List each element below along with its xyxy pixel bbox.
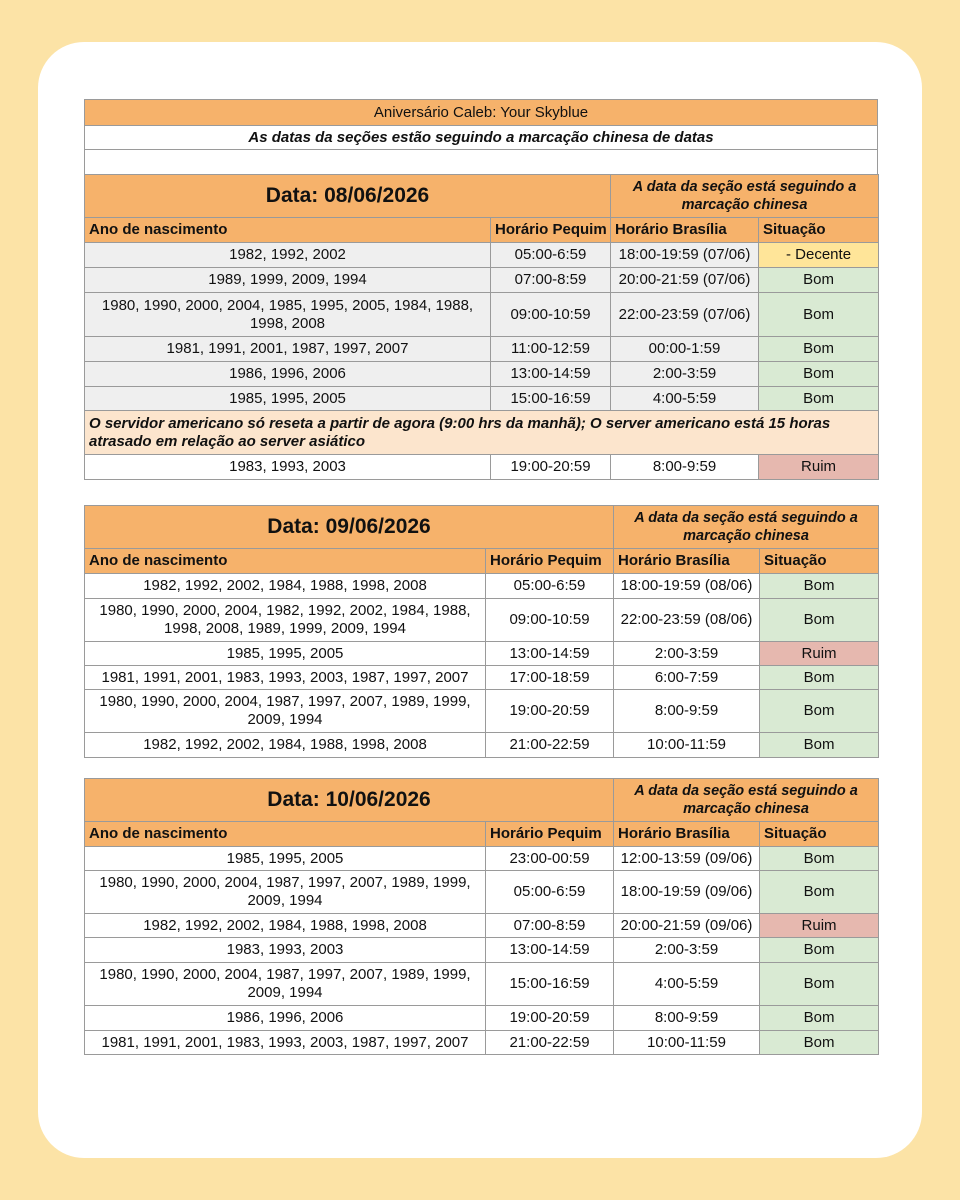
cell-years: 1980, 1990, 2000, 2004, 1985, 1995, 2005, 1984, 1988, 1998, 2008 — [85, 293, 491, 337]
cell-beijing: 17:00-18:59 — [486, 666, 614, 690]
cell-brasilia: 10:00-11:59 — [614, 1031, 760, 1055]
cell-beijing: 05:00-6:59 — [491, 243, 611, 268]
cell-brasilia: 20:00-21:59 (09/06) — [614, 914, 760, 938]
cell-brasilia: 18:00-19:59 (09/06) — [614, 871, 760, 914]
cell-beijing: 23:00-00:59 — [486, 847, 614, 871]
table-row — [85, 455, 879, 480]
cell-beijing: 07:00-8:59 — [491, 268, 611, 293]
table-row — [85, 642, 879, 666]
status-badge: Bom — [759, 293, 879, 337]
status-badge: Bom — [759, 268, 879, 293]
status-badge: Bom — [760, 938, 879, 963]
warning-row — [85, 411, 879, 455]
cell-beijing: 21:00-22:59 — [486, 733, 614, 758]
cell-beijing: 07:00-8:59 — [486, 914, 614, 938]
status-badge: Bom — [759, 387, 879, 411]
col-header-brasilia: Horário Brasília — [614, 549, 760, 574]
cell-brasilia: 18:00-19:59 (07/06) — [611, 243, 759, 268]
table-row — [85, 1006, 879, 1031]
cell-beijing: 19:00-20:59 — [486, 1006, 614, 1031]
cell-years: 1980, 1990, 2000, 2004, 1987, 1997, 2007, 1989, 1999, 2009, 1994 — [85, 871, 486, 914]
status-badge: Bom — [760, 690, 879, 733]
cell-years: 1981, 1991, 2001, 1987, 1997, 2007 — [85, 337, 491, 362]
status-badge: Bom — [760, 1006, 879, 1031]
cell-brasilia: 4:00-5:59 — [611, 387, 759, 411]
cell-brasilia: 12:00-13:59 (09/06) — [614, 847, 760, 871]
section-10-06 — [84, 778, 878, 1055]
status-badge: Bom — [760, 599, 879, 642]
cell-years: 1983, 1993, 2003 — [85, 938, 486, 963]
cell-brasilia: 22:00-23:59 (08/06) — [614, 599, 760, 642]
table-row — [85, 362, 879, 387]
col-header-beijing: Horário Pequim — [486, 822, 614, 847]
cell-brasilia: 22:00-23:59 (07/06) — [611, 293, 759, 337]
cell-beijing: 21:00-22:59 — [486, 1031, 614, 1055]
section-09-06 — [84, 505, 878, 758]
status-badge: Bom — [759, 362, 879, 387]
table-row — [85, 938, 879, 963]
section-note: A data da seção está seguindo a marcação chinesa — [611, 175, 879, 218]
cell-years: 1981, 1991, 2001, 1983, 1993, 2003, 1987, 1997, 2007 — [85, 1031, 486, 1055]
cell-beijing: 13:00-14:59 — [486, 642, 614, 666]
sheet-title: Aniversário Caleb: Your Skyblue — [85, 100, 878, 126]
sheet-header — [84, 99, 878, 175]
table-row — [85, 574, 879, 599]
cell-beijing: 19:00-20:59 — [486, 690, 614, 733]
cell-brasilia: 20:00-21:59 (07/06) — [611, 268, 759, 293]
server-warning-note: O servidor americano só reseta a partir de agora (9:00 hrs da manhã); O server americano está 15 horas atrasado em relação ao server asiático — [85, 411, 879, 455]
sheet-subtitle: As datas da seções estão seguindo a marcação chinesa de datas — [85, 126, 878, 150]
cell-beijing: 13:00-14:59 — [486, 938, 614, 963]
cell-brasilia: 2:00-3:59 — [614, 642, 760, 666]
cell-years: 1982, 1992, 2002 — [85, 243, 491, 268]
cell-years: 1980, 1990, 2000, 2004, 1982, 1992, 2002, 1984, 1988, 1998, 2008, 1989, 1999, 2009, 1994 — [85, 599, 486, 642]
cell-years: 1980, 1990, 2000, 2004, 1987, 1997, 2007, 1989, 1999, 2009, 1994 — [85, 690, 486, 733]
col-header-status: Situação — [760, 549, 879, 574]
cell-brasilia: 10:00-11:59 — [614, 733, 760, 758]
cell-brasilia: 8:00-9:59 — [614, 1006, 760, 1031]
status-badge: Bom — [760, 963, 879, 1006]
section-note: A data da seção está seguindo a marcação chinesa — [614, 506, 879, 549]
cell-brasilia: 18:00-19:59 (08/06) — [614, 574, 760, 599]
cell-years: 1989, 1999, 2009, 1994 — [85, 268, 491, 293]
col-header-status: Situação — [759, 218, 879, 243]
section-date: Data: 08/06/2026 — [85, 175, 611, 218]
table-row — [85, 847, 879, 871]
cell-years: 1986, 1996, 2006 — [85, 362, 491, 387]
table-row — [85, 387, 879, 411]
cell-beijing: 05:00-6:59 — [486, 574, 614, 599]
status-badge: Ruim — [759, 455, 879, 480]
cell-years: 1985, 1995, 2005 — [85, 642, 486, 666]
col-header-birth-year: Ano de nascimento — [85, 218, 491, 243]
col-header-brasilia: Horário Brasília — [611, 218, 759, 243]
cell-years: 1982, 1992, 2002, 1984, 1988, 1998, 2008 — [85, 733, 486, 758]
status-badge: Bom — [760, 1031, 879, 1055]
col-header-status: Situação — [760, 822, 879, 847]
table-row — [85, 293, 879, 337]
cell-brasilia: 8:00-9:59 — [611, 455, 759, 480]
status-badge: Bom — [759, 337, 879, 362]
cell-beijing: 19:00-20:59 — [491, 455, 611, 480]
cell-years: 1985, 1995, 2005 — [85, 847, 486, 871]
cell-years: 1985, 1995, 2005 — [85, 387, 491, 411]
section-date: Data: 09/06/2026 — [85, 506, 614, 549]
cell-beijing: 13:00-14:59 — [491, 362, 611, 387]
cell-years: 1986, 1996, 2006 — [85, 1006, 486, 1031]
empty-row — [85, 150, 878, 175]
section-date: Data: 10/06/2026 — [85, 779, 614, 822]
cell-beijing: 09:00-10:59 — [486, 599, 614, 642]
cell-beijing: 09:00-10:59 — [491, 293, 611, 337]
section-08-06 — [84, 174, 878, 480]
cell-beijing: 05:00-6:59 — [486, 871, 614, 914]
cell-brasilia: 2:00-3:59 — [614, 938, 760, 963]
table-row — [85, 599, 879, 642]
status-badge: - Decente — [759, 243, 879, 268]
status-badge: Bom — [760, 871, 879, 914]
status-badge: Bom — [760, 574, 879, 599]
table-row — [85, 963, 879, 1006]
cell-years: 1982, 1992, 2002, 1984, 1988, 1998, 2008 — [85, 914, 486, 938]
col-header-brasilia: Horário Brasília — [614, 822, 760, 847]
cell-beijing: 11:00-12:59 — [491, 337, 611, 362]
section-note: A data da seção está seguindo a marcação chinesa — [614, 779, 879, 822]
cell-brasilia: 8:00-9:59 — [614, 690, 760, 733]
table-row — [85, 337, 879, 362]
cell-beijing: 15:00-16:59 — [486, 963, 614, 1006]
cell-beijing: 15:00-16:59 — [491, 387, 611, 411]
cell-brasilia: 4:00-5:59 — [614, 963, 760, 1006]
cell-brasilia: 00:00-1:59 — [611, 337, 759, 362]
cell-years: 1983, 1993, 2003 — [85, 455, 491, 480]
col-header-beijing: Horário Pequim — [486, 549, 614, 574]
table-row — [85, 666, 879, 690]
table-row — [85, 733, 879, 758]
col-header-birth-year: Ano de nascimento — [85, 822, 486, 847]
col-header-birth-year: Ano de nascimento — [85, 549, 486, 574]
cell-years: 1982, 1992, 2002, 1984, 1988, 1998, 2008 — [85, 574, 486, 599]
table-row — [85, 871, 879, 914]
table-row — [85, 243, 879, 268]
col-header-beijing: Horário Pequim — [491, 218, 611, 243]
cell-brasilia: 2:00-3:59 — [611, 362, 759, 387]
status-badge: Bom — [760, 666, 879, 690]
status-badge: Ruim — [760, 914, 879, 938]
status-badge: Bom — [760, 733, 879, 758]
table-row — [85, 1031, 879, 1055]
table-row — [85, 914, 879, 938]
status-badge: Ruim — [760, 642, 879, 666]
cell-brasilia: 6:00-7:59 — [614, 666, 760, 690]
cell-years: 1980, 1990, 2000, 2004, 1987, 1997, 2007, 1989, 1999, 2009, 1994 — [85, 963, 486, 1006]
status-badge: Bom — [760, 847, 879, 871]
cell-years: 1981, 1991, 2001, 1983, 1993, 2003, 1987, 1997, 2007 — [85, 666, 486, 690]
table-row — [85, 690, 879, 733]
table-row — [85, 268, 879, 293]
